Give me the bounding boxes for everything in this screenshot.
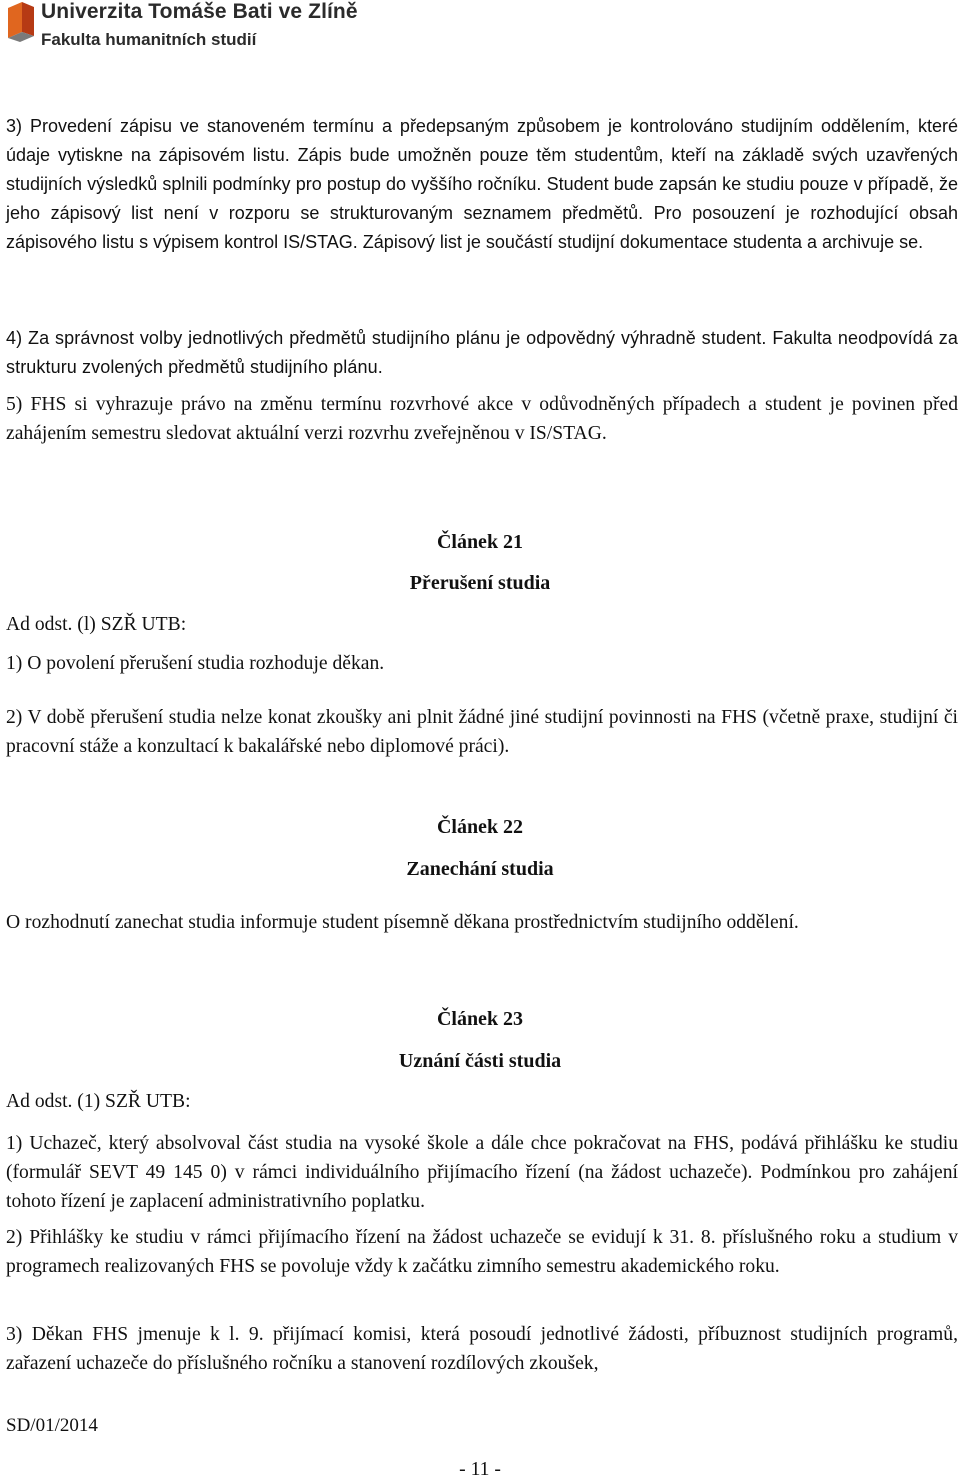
paragraph-3-part1: 3) Provedení zápisu ve stanoveném termínu a předepsaným způsobem je kontrolováno studijním oddělením, které údaje vytiskne na zápisovém listu. Zápis bude umožněn pouze těm studentům, kteří na základě svých uzavřených studijních výsledků splnili podmínky pro postup do vyššího ročníku. — [6, 116, 958, 194]
article-21-title: Přerušení studia — [409, 572, 551, 594]
paragraph-3-part2: Student bude zapsán ke studiu pouze v případě, že jeho zápisový list není v rozporu se strukturovaným seznamem předmětů. Pro posouzení je rozhodující obsah zápisového listu s výpisem kontrol IS/STAG. Zápisový list je součástí studijní dokumentace studenta a archivuje se. — [6, 174, 958, 252]
university-name: Univerzita Tomáše Bati ve Zlíně — [41, 0, 358, 23]
article-22-title: Zanechání studia — [406, 858, 554, 880]
university-logo-icon — [8, 2, 34, 42]
article-21-item-2: 2) V době přerušení studia nelze konat zkoušky ani plnit žádné jiné studijní povinnosti na FHS (včetně praxe, studijní či pracovní stáže a konzultací k bakalářské nebo diplomové práci). — [6, 707, 958, 757]
article-23-title: Uznání části studia — [398, 1050, 562, 1072]
paragraph-4: 4) Za správnost volby jednotlivých předmětů studijního plánu je odpovědný výhradně student. Fakulta neodpovídá za strukturu zvolených předmětů studijního plánu. — [6, 328, 958, 377]
document-code: SD/01/2014 — [6, 1415, 98, 1436]
page-number: - 11 - — [459, 1459, 501, 1480]
article-23-item-1: 1) Uchazeč, který absolvoval část studia na vysoké škole a dále chce pokračovat na FHS, podává přihlášku ke studiu (formulář SEVT 49 145 0) v rámci individuálního přijímacího řízení (na žádost uchazeče). Podmínkou pro zahájení tohoto řízení je zaplacení administrativního poplatku. — [6, 1133, 958, 1212]
article-22-text: O rozhodnutí zanechat studia informuje student písemně děkana prostřednictvím studijního oddělení. — [6, 912, 799, 933]
article-23-number: Článek 23 — [436, 1008, 524, 1030]
article-23-ad-odst: Ad odst. (1) SZŘ UTB: — [6, 1091, 191, 1112]
article-23-item-3: 3) Děkan FHS jmenuje k l. 9. přijímací komisi, která posoudí jednotlivé žádosti, příbuznost studijních programů, zařazení uchazeče do příslušného ročníku a stanovení rozdílových zkoušek, — [6, 1324, 958, 1374]
paragraph-5: 5) FHS si vyhrazuje právo na změnu termínu rozvrhové akce v odůvodněných případech a student je povinen před zahájením semestru sledovat aktuální verzi rozvrhu zveřejněnou v IS/STAG. — [6, 394, 958, 444]
paragraph-3 — [6, 112, 958, 257]
article-22-number: Článek 22 — [436, 816, 524, 838]
article-21-ad-odst: Ad odst. (l) SZŘ UTB: — [6, 614, 187, 635]
article-21-item-1: 1) O povolení přerušení studia rozhoduje děkan. — [6, 653, 385, 674]
faculty-name: Fakulta humanitních studií — [41, 30, 257, 49]
university-header — [8, 0, 608, 60]
article-23-item-2: 2) Přihlášky ke studiu v rámci přijímacího řízení na žádost uchazeče se evidují k 31. 8. příslušného roku a studium v programech realizovaných FHS se povoluje vždy k začátku zimního semestru akademického roku. — [6, 1227, 958, 1277]
article-21-number: Článek 21 — [436, 531, 524, 553]
